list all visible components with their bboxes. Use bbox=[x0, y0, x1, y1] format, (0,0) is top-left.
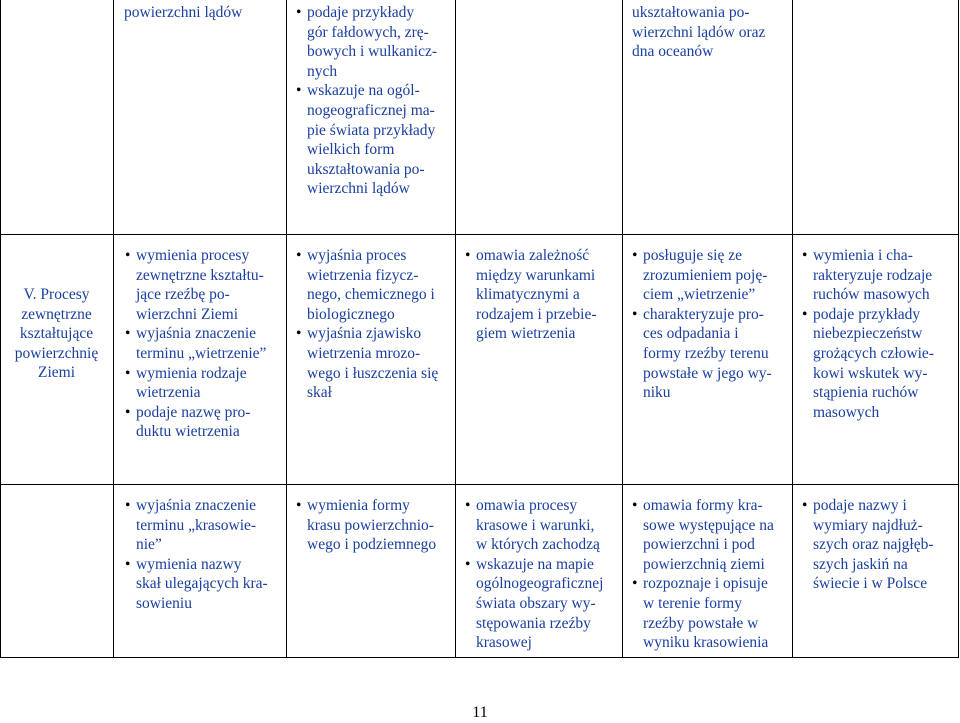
bullet-item: • podaje nazwę pro- duktu wietrzenia bbox=[124, 403, 283, 442]
row2-topic-cell: V. Procesy zewnętrzne kształtujące powierzchnię Ziemi bbox=[14, 286, 99, 382]
row2-col5 bbox=[795, 246, 958, 422]
row3-col2 bbox=[289, 496, 455, 555]
row1-col3: ukształtowania po- wierzchni lądów oraz dna oceanów bbox=[632, 4, 766, 61]
bullet-item: • podaje przykłady niebezpieczeństw grożących człowie- kowi wskutek wy- stąpienia ruchów masowych bbox=[801, 305, 955, 423]
table-divider-3 bbox=[455, 0, 456, 658]
bullet-item: • omawia procesy krasowe i warunki, w których zachodzą bbox=[464, 496, 619, 555]
bullet-item: • wskazuje na mapie ogólnogeograficznej świata obszary wy- stępowania rzeźby krasowej bbox=[464, 555, 619, 653]
bullet-item: • podaje nazwy i wymiary najdłuż- szych oraz najgłęb- szych jaskiń na świecie i w Polsce bbox=[801, 496, 955, 594]
bullet-item: • charakteryzuje pro- ces odpadania i formy rzeźby terenu powstałe w jego wy- niku bbox=[631, 305, 789, 403]
bullet-item: • rozpoznaje i opisuje w terenie formy rzeźby powstałe w wyniku krasowienia bbox=[631, 574, 789, 652]
table-divider-4 bbox=[622, 0, 623, 658]
bullet-item: • wyjaśnia znaczenie terminu „wietrzenie” bbox=[124, 324, 283, 363]
row3-col3 bbox=[458, 496, 622, 653]
bullet-item: • posługuje się ze zrozumieniem poję- ciem „wietrzenie” bbox=[631, 246, 789, 305]
row3-col1 bbox=[118, 496, 286, 614]
bullet-item: • wyjaśnia znaczenie terminu „krasowie- nie” bbox=[124, 496, 283, 555]
row2-col2 bbox=[289, 246, 455, 403]
table-divider-5 bbox=[792, 0, 793, 658]
table-border-bottom bbox=[0, 657, 959, 658]
row3-col4 bbox=[625, 496, 792, 653]
bullet-item: • wymienia procesy zewnętrzne kształtu- jące rzeźbę po- wierzchni Ziemi bbox=[124, 246, 283, 324]
table-border-right bbox=[958, 0, 959, 658]
page-number: 11 bbox=[472, 704, 488, 721]
row-divider-1 bbox=[0, 234, 959, 235]
row1-col1 bbox=[289, 3, 455, 199]
row1-col0 bbox=[118, 3, 286, 23]
bullet-item: • omawia zależność między warunkami klimatycznymi a rodzajem i przebie- giem wietrzenia bbox=[464, 246, 619, 344]
bullet-item: • podaje przykłady gór fałdowych, zrę- bowych i wulkanicz- nych bbox=[295, 3, 452, 81]
bullet-item: • wymienia nazwy skał ulegających kra- sowieniu bbox=[124, 555, 283, 614]
table-divider-2 bbox=[286, 0, 287, 658]
bullet-item: • wymienia i cha- rakteryzuje rodzaje ruchów masowych bbox=[801, 246, 955, 305]
bullet-item: • wymienia rodzaje wietrzenia bbox=[124, 364, 283, 403]
bullet-item: • wskazuje na ogól- nogeograficznej ma- pie świata przykłady wielkich form ukształtowania po- wierzchni lądów bbox=[295, 81, 452, 199]
row2-col4 bbox=[625, 246, 792, 403]
bullet-item: • wyjaśnia proces wietrzenia fizycz- nego, chemicznego i biologicznego bbox=[295, 246, 452, 324]
row1-col0-text: powierzchni lądów bbox=[124, 4, 243, 21]
row2-col3 bbox=[458, 246, 622, 344]
bullet-item: • omawia formy kra- sowe występujące na powierzchni i pod powierzchnią ziemi bbox=[631, 496, 789, 574]
table-divider-1 bbox=[113, 0, 114, 658]
row-divider-2 bbox=[0, 484, 959, 485]
bullet-item: • wymienia formy krasu powierzchnio- wego i podziemnego bbox=[295, 496, 452, 555]
row2-col1 bbox=[118, 246, 286, 442]
row3-col5 bbox=[795, 496, 958, 594]
bullet-item: • wyjaśnia zjawisko wietrzenia mrozo- wego i łuszczenia się skał bbox=[295, 324, 452, 402]
